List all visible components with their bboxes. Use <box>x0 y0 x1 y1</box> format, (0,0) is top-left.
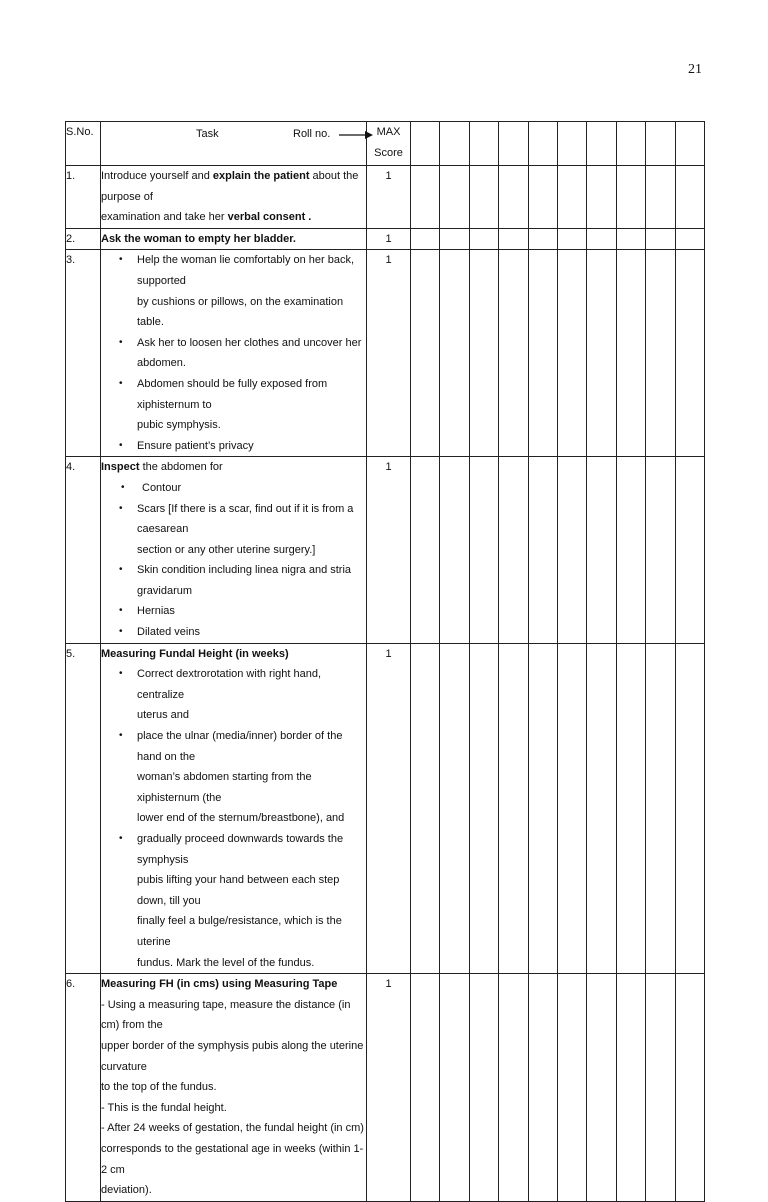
task-text-line <box>101 1077 366 1098</box>
row-task <box>101 228 367 250</box>
roll-score-cell[interactable] <box>646 643 675 974</box>
header-sno: S.No. <box>66 122 101 166</box>
bullet-icon: • <box>119 668 123 680</box>
task-bullet-item <box>101 622 366 643</box>
row-sno: 6. <box>66 974 101 1202</box>
roll-score-cell[interactable] <box>616 457 645 643</box>
roll-score-cell[interactable] <box>469 974 498 1202</box>
header-max-score <box>367 122 411 166</box>
task-bullet-list <box>101 478 366 643</box>
roll-score-cell[interactable] <box>411 250 440 457</box>
roll-score-cell[interactable] <box>557 974 586 1202</box>
task-bullet-item <box>101 499 366 561</box>
table-row <box>66 643 705 974</box>
roll-score-cell[interactable] <box>528 643 557 974</box>
task-bullet-item <box>101 374 366 436</box>
task-text-line <box>101 1098 366 1119</box>
roll-score-cell[interactable] <box>557 250 586 457</box>
task-text-line <box>101 1118 366 1139</box>
task-text-line: fundus. Mark the level of the fundus. <box>137 956 315 969</box>
header-task-roll <box>101 122 367 166</box>
roll-column-header <box>616 122 645 166</box>
task-bullet-item <box>101 829 366 973</box>
task-text-line: Skin condition including linea nigra and stria gravidarum <box>137 564 352 597</box>
task-text-bold: explain the patient <box>212 170 310 182</box>
roll-score-cell[interactable] <box>411 457 440 643</box>
task-text-line: section or any other uterine surgery.] <box>137 543 316 556</box>
roll-score-cell[interactable] <box>646 166 675 229</box>
roll-score-cell[interactable] <box>469 228 498 250</box>
task-text: the abdomen for <box>139 461 223 474</box>
task-text-line: Dilated veins <box>137 626 200 639</box>
row-task <box>101 250 367 457</box>
bullet-icon: • <box>119 254 123 266</box>
task-text: - Using a measuring tape, measure the distance (in cm) from the <box>101 998 351 1032</box>
task-bullet-item <box>101 333 366 374</box>
arrow-right-icon <box>339 124 373 144</box>
roll-score-cell[interactable] <box>411 974 440 1202</box>
bullet-icon: • <box>119 730 123 742</box>
task-text-line: gradually proceed downwards towards the symphysis <box>137 833 344 866</box>
task-text-line: uterus and <box>137 709 189 722</box>
roll-score-cell[interactable] <box>557 457 586 643</box>
task-text-line: Hernias <box>137 605 175 618</box>
roll-column-header <box>469 122 498 166</box>
row-task <box>101 457 367 643</box>
task-text-line <box>101 207 366 228</box>
roll-score-cell[interactable] <box>587 166 616 229</box>
task-bullet-list <box>101 664 366 973</box>
roll-score-cell[interactable] <box>557 643 586 974</box>
task-bullet-item <box>101 250 366 332</box>
roll-score-cell[interactable] <box>440 457 469 643</box>
roll-score-cell[interactable] <box>499 250 528 457</box>
task-text-bold: Measuring Fundal Height (in weeks) <box>101 647 289 660</box>
task-text-line <box>101 1036 366 1077</box>
roll-column-header <box>646 122 675 166</box>
roll-score-cell[interactable] <box>440 166 469 229</box>
task-bullet-list <box>101 250 366 456</box>
task-text-line: by cushions or pillows, on the examination table. <box>137 295 344 329</box>
roll-score-cell[interactable] <box>499 643 528 974</box>
row-task <box>101 643 367 974</box>
roll-score-cell[interactable] <box>587 228 616 250</box>
roll-score-cell[interactable] <box>587 643 616 974</box>
roll-score-cell[interactable] <box>675 457 704 643</box>
roll-column-header <box>411 122 440 166</box>
task-bullet-item <box>101 601 366 622</box>
roll-score-cell[interactable] <box>440 643 469 974</box>
roll-score-cell[interactable] <box>675 166 704 229</box>
header-max-line2: Score <box>374 146 403 159</box>
roll-score-cell[interactable] <box>675 974 704 1202</box>
task-text-line <box>101 457 366 478</box>
table-row <box>66 228 705 250</box>
roll-column-header <box>557 122 586 166</box>
roll-column-header <box>499 122 528 166</box>
roll-score-cell[interactable] <box>499 228 528 250</box>
roll-score-cell[interactable] <box>528 250 557 457</box>
row-sno: 4. <box>66 457 101 643</box>
roll-score-cell[interactable] <box>499 166 528 229</box>
roll-score-cell[interactable] <box>499 457 528 643</box>
task-text-line <box>101 995 366 1036</box>
roll-score-cell[interactable] <box>528 457 557 643</box>
task-text-bold: Ask the woman to empty her bladder. <box>101 232 296 245</box>
row-task <box>101 166 367 229</box>
assessment-checklist-table <box>65 121 705 1202</box>
roll-score-cell[interactable] <box>411 643 440 974</box>
roll-score-cell[interactable] <box>616 228 645 250</box>
bullet-icon: • <box>119 377 123 389</box>
roll-score-cell[interactable] <box>411 228 440 250</box>
task-text: - This is the fundal height. <box>101 1101 227 1114</box>
roll-score-cell[interactable] <box>469 643 498 974</box>
row-max-score: 1 <box>367 166 411 229</box>
table-row <box>66 457 705 643</box>
page-number: 21 <box>688 62 702 77</box>
roll-column-header <box>675 122 704 166</box>
task-text: examination and take her <box>101 211 228 224</box>
row-max-score: 1 <box>367 974 411 1202</box>
row-max-score: 1 <box>367 250 411 457</box>
bullet-icon: • <box>119 502 123 514</box>
row-max-score: 1 <box>367 457 411 643</box>
roll-score-cell[interactable] <box>440 250 469 457</box>
roll-score-cell[interactable] <box>440 228 469 250</box>
roll-column-header <box>587 122 616 166</box>
table-row <box>66 250 705 457</box>
roll-score-cell[interactable] <box>646 250 675 457</box>
header-task: Task <box>196 128 219 140</box>
row-max-score: 1 <box>367 228 411 250</box>
task-text-line <box>101 644 366 665</box>
task-text: - After 24 weeks of gestation, the fundal height (in cm) <box>101 1122 364 1135</box>
task-text-bold: verbal consent . <box>227 211 312 224</box>
row-sno: 5. <box>66 643 101 974</box>
task-bullet-item <box>101 664 366 726</box>
task-text-line: Abdomen should be fully exposed from xiphisternum to <box>137 377 328 411</box>
task-text-line: Correct dextrorotation with right hand, centralize <box>137 668 322 701</box>
task-text-line: Contour <box>142 481 182 494</box>
roll-score-cell[interactable] <box>616 250 645 457</box>
task-text: to the top of the fundus. <box>101 1081 217 1094</box>
task-text-line: place the ulnar (media/inner) border of the hand on the <box>137 730 343 763</box>
bullet-icon: • <box>119 564 123 576</box>
task-bullet-item <box>101 436 366 457</box>
task-text: upper border of the symphysis pubis along the uterine curvature <box>101 1039 364 1073</box>
row-sno: 2. <box>66 228 101 250</box>
roll-score-cell[interactable] <box>411 166 440 229</box>
table-row <box>66 166 705 229</box>
roll-score-cell[interactable] <box>557 228 586 250</box>
roll-score-cell[interactable] <box>528 974 557 1202</box>
task-text-line: Ask her to loosen her clothes and uncover her <box>137 336 362 349</box>
table-row <box>66 974 705 1202</box>
task-text-line: pubis lifting your hand between each step down, till you <box>137 874 340 907</box>
task-bullet-item <box>101 560 366 601</box>
roll-score-cell[interactable] <box>469 166 498 229</box>
row-sno: 3. <box>66 250 101 457</box>
bullet-icon: • <box>119 626 123 638</box>
bullet-icon: • <box>121 481 125 493</box>
task-text: Introduce yourself and <box>101 170 213 182</box>
task-text-line <box>101 229 366 250</box>
roll-score-cell[interactable] <box>499 974 528 1202</box>
roll-score-cell[interactable] <box>616 643 645 974</box>
task-text-line <box>101 1180 366 1201</box>
task-text: corresponds to the gestational age in weeks (within 1-2 cm <box>101 1142 364 1176</box>
roll-score-cell[interactable] <box>469 250 498 457</box>
header-roll-no: Roll no. <box>293 128 331 140</box>
roll-score-cell[interactable] <box>528 228 557 250</box>
row-task <box>101 974 367 1202</box>
task-text-bold: Measuring FH (in cms) using Measuring Tape <box>101 978 338 991</box>
task-text: about the purpose of <box>101 170 359 203</box>
bullet-icon: • <box>119 833 123 844</box>
task-text-line: lower end of the sternum/breastbone), and <box>137 812 345 825</box>
roll-score-cell[interactable] <box>587 457 616 643</box>
task-text-line: Help the woman lie comfortably on her back, supported <box>137 254 355 287</box>
roll-column-header <box>440 122 469 166</box>
task-text-line: Scars [If there is a scar, find out if it is from a caesarean <box>137 502 354 536</box>
bullet-icon: • <box>119 605 123 617</box>
roll-score-cell[interactable] <box>675 228 704 250</box>
table-header-row <box>66 122 705 166</box>
task-text-line: abdomen. <box>137 357 186 370</box>
roll-score-cell[interactable] <box>646 974 675 1202</box>
task-text-line <box>101 1139 366 1180</box>
roll-score-cell[interactable] <box>469 457 498 643</box>
task-text-line: Ensure patient’s privacy <box>137 439 254 452</box>
roll-column-header <box>528 122 557 166</box>
roll-score-cell[interactable] <box>646 457 675 643</box>
bullet-icon: • <box>119 439 123 451</box>
roll-score-cell[interactable] <box>616 974 645 1202</box>
roll-score-cell[interactable] <box>646 228 675 250</box>
task-text-line <box>101 974 366 995</box>
roll-score-cell[interactable] <box>616 166 645 229</box>
task-bullet-item <box>101 478 366 499</box>
task-bullet-item <box>101 726 366 829</box>
roll-score-cell[interactable] <box>675 250 704 457</box>
task-text-line: pubic symphysis. <box>137 419 221 432</box>
roll-score-cell[interactable] <box>528 166 557 229</box>
row-max-score: 1 <box>367 643 411 974</box>
header-max-line1: MAX <box>376 126 401 138</box>
task-text-bold: Inspect <box>101 461 140 474</box>
roll-score-cell[interactable] <box>440 974 469 1202</box>
bullet-icon: • <box>119 336 123 348</box>
task-text-line: finally feel a bulge/resistance, which is the uterine <box>137 915 342 948</box>
task-text: deviation). <box>101 1184 152 1197</box>
task-text-line: woman’s abdomen starting from the xiphisternum (the <box>137 771 312 804</box>
task-text-line <box>101 166 366 207</box>
row-sno: 1. <box>66 166 101 229</box>
roll-score-cell[interactable] <box>587 974 616 1202</box>
roll-score-cell[interactable] <box>675 643 704 974</box>
roll-score-cell[interactable] <box>587 250 616 457</box>
roll-score-cell[interactable] <box>557 166 586 229</box>
